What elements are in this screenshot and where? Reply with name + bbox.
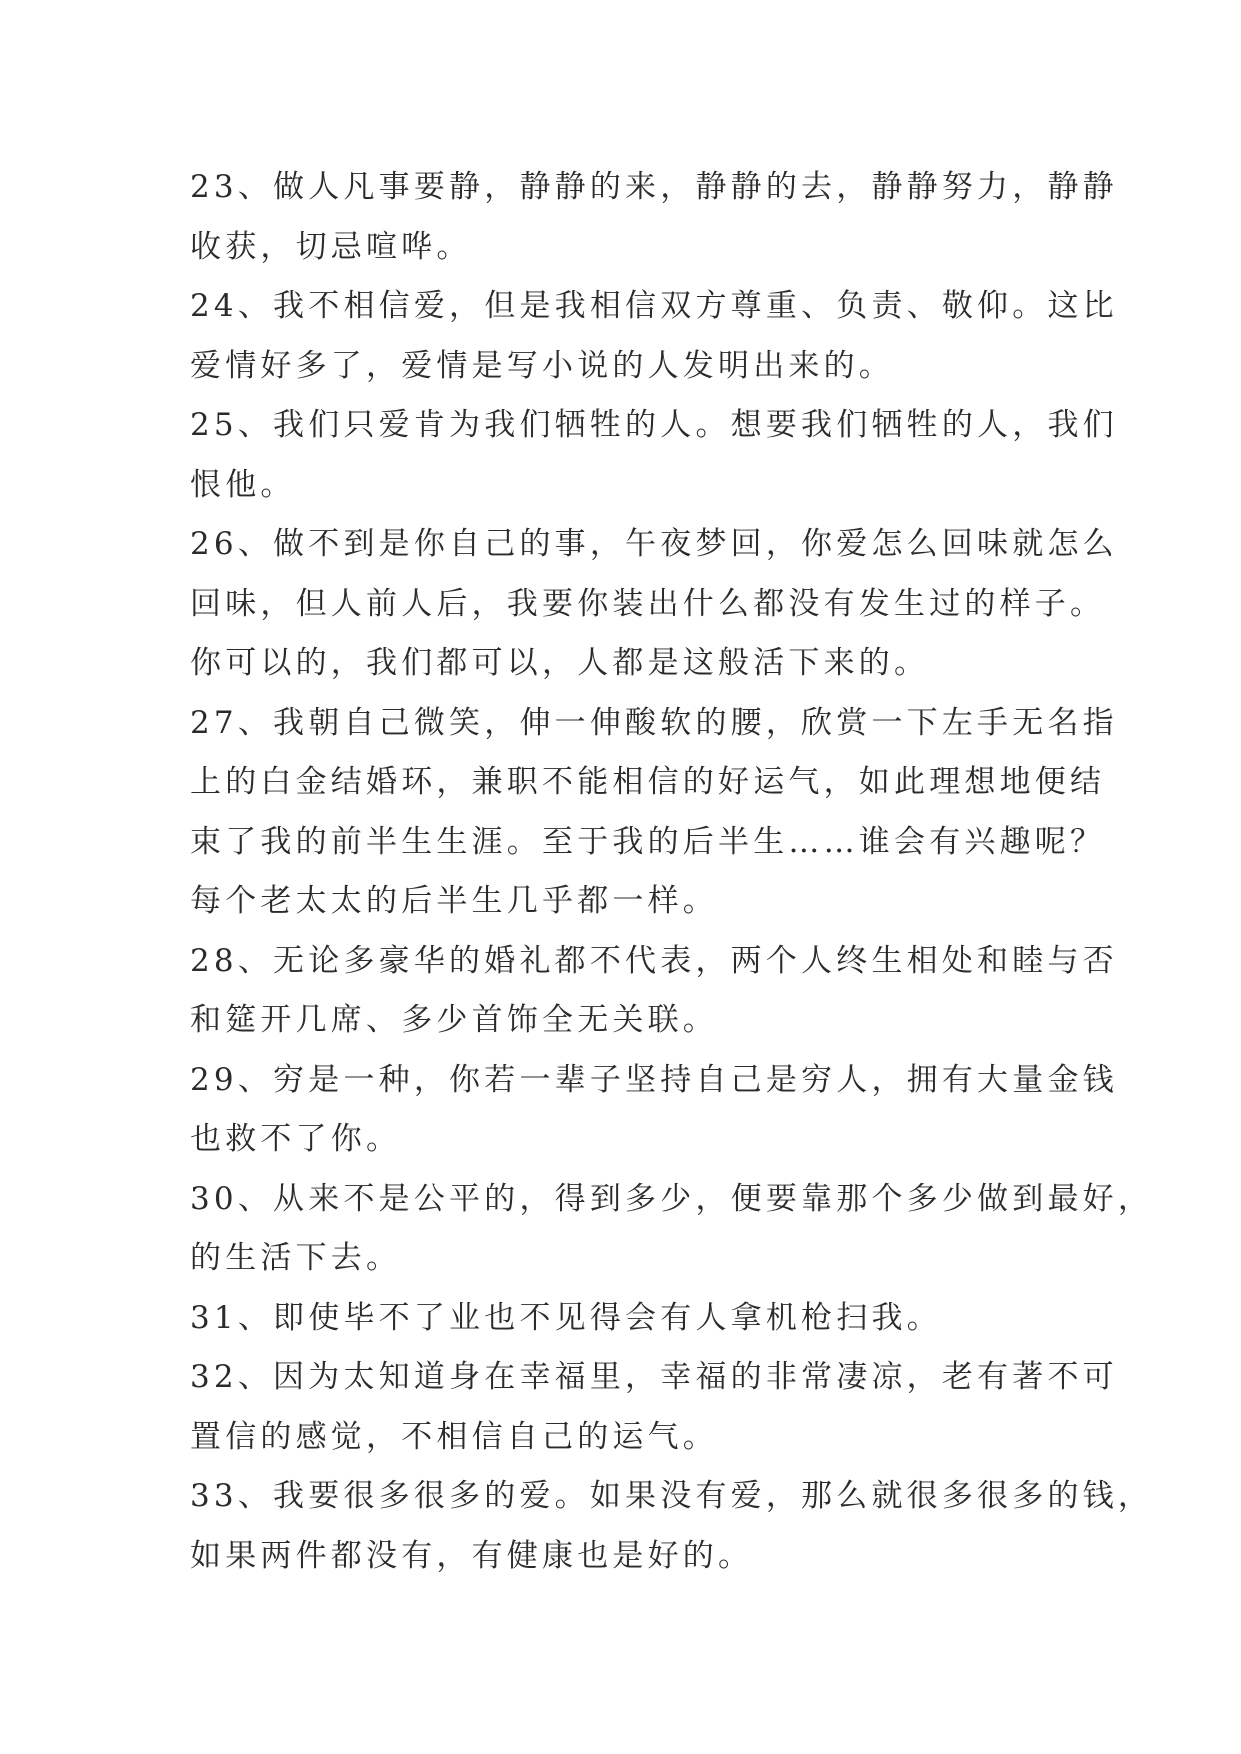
text-line: 收获，切忌喧哗。 xyxy=(190,228,472,265)
text-line: 32、因为太知道身在幸福里，幸福的非常凄凉，老有著不可 xyxy=(190,1359,1118,1395)
quote-paragraph-28 xyxy=(190,932,1118,1051)
text-line: 也救不了你。 xyxy=(190,1121,402,1157)
text-line: 31、即使毕不了业也不见得会有人拿机枪扫我。 xyxy=(190,1299,942,1336)
quote-paragraph-27 xyxy=(190,694,1118,932)
text-line: 上的白金结婚环，兼职不能相信的好运气，如此理想地便结 xyxy=(190,764,1106,800)
text-line: 23、做人凡事要静，静静的来，静静的去，静静努力，静静 xyxy=(190,169,1118,205)
text-line: 你可以的，我们都可以，人都是这般活下来的。 xyxy=(190,645,930,681)
text-line: 30、从来不是公平的，得到多少，便要靠那个多少做到最好， xyxy=(190,1180,1154,1217)
document-body xyxy=(190,158,1154,1586)
text-line: 26、做不到是你自己的事，午夜梦回，你爱怎么回味就怎么 xyxy=(190,526,1118,562)
text-line: 恨他。 xyxy=(190,466,296,503)
text-line: 束了我的前半生生涯。至于我的后半生……谁会有兴趣呢？ xyxy=(190,823,1106,860)
text-line: 25、我们只爱肯为我们牺牲的人。想要我们牺牲的人，我们 xyxy=(190,407,1118,443)
text-line: 27、我朝自己微笑，伸一伸酸软的腰，欣赏一下左手无名指 xyxy=(190,704,1118,741)
text-line: 24、我不相信爱，但是我相信双方尊重、负责、敬仰。这比 xyxy=(190,288,1118,324)
text-line: 28、无论多豪华的婚礼都不代表，两个人终生相处和睦与否 xyxy=(190,942,1118,979)
quote-paragraph-29 xyxy=(190,1051,1118,1170)
text-line: 回味，但人前人后，我要你装出什么都没有发生过的样子。 xyxy=(190,585,1106,622)
text-line: 如果两件都没有，有健康也是好的。 xyxy=(190,1537,754,1574)
quote-paragraph-33 xyxy=(190,1467,1154,1586)
quote-paragraph-26 xyxy=(190,515,1118,694)
text-line: 和筵开几席、多少首饰全无关联。 xyxy=(190,1002,718,1038)
text-line: 爱情好多了，爱情是写小说的人发明出来的。 xyxy=(190,347,894,384)
text-line: 每个老太太的后半生几乎都一样。 xyxy=(190,883,718,919)
quote-paragraph-24 xyxy=(190,277,1118,396)
text-line: 29、穷是一种，你若一辈子坚持自己是穷人，拥有大量金钱 xyxy=(190,1061,1118,1098)
quote-paragraph-32 xyxy=(190,1348,1118,1467)
quote-paragraph-30 xyxy=(190,1170,1154,1289)
quote-paragraph-23 xyxy=(190,158,1118,277)
text-line: 33、我要很多很多的爱。如果没有爱，那么就很多很多的钱， xyxy=(190,1478,1154,1514)
text-line: 置信的感觉，不相信自己的运气。 xyxy=(190,1418,718,1455)
quote-paragraph-25 xyxy=(190,396,1118,515)
quote-paragraph-31 xyxy=(190,1289,1070,1349)
text-line: 的生活下去。 xyxy=(190,1240,402,1276)
